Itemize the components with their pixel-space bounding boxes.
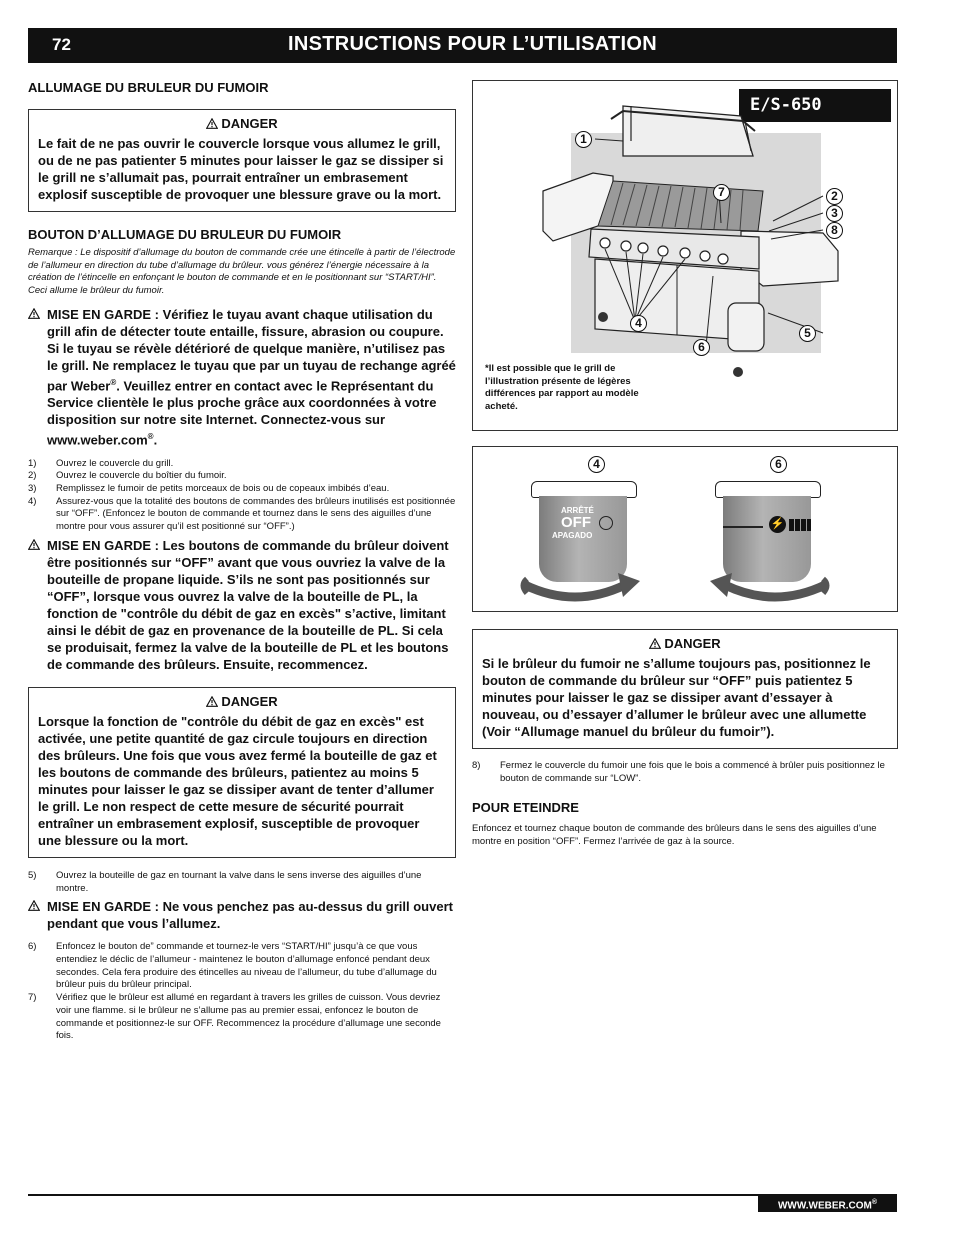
warning-text-part1: MISE EN GARDE : Vérifiez le tuyau avant chaque utilisation du grill afin de détecter toute entaille, fissure, abrasion ou coupure. Si le tuyau se révèle détérioré de quelque manière, n’utilisez pas le grill. Ne remplacez le tuyau que par un tuyau de rechange agréé par Weber (47, 307, 456, 394)
callout-5: 5 (799, 325, 816, 342)
warning-burner-off: MISE EN GARDE : Les boutons de commande du brûleur doivent être positionnés sur “OFF” avant que vous ouvriez la valve de la bouteille de propane liquide. S’ils ne sont pas positionnés sur “OFF”, lorsque vous ouvrez la valve de la bouteille de PL, la fonction de "contrôle du débit de gaz en excès" s’active, limitant ainsi le débit de gaz en provenance de la bouteille de PL. Si cela se produisait, fermez la valve de la bouteille de PL et les boutons de commande des brûleurs. Ensuite, recommencez. (28, 537, 456, 673)
section-heading-smoker-button: BOUTON D’ALLUMAGE DU BRULEUR DU FUMOIR (28, 227, 342, 242)
steps-list-6-7 (28, 941, 456, 1043)
section-heading-lighting: ALLUMAGE DU BRULEUR DU FUMOIR (28, 80, 269, 95)
list-item: 6) Enfoncez le bouton de” commande et tournez-le vers “START/HI” jusqu’à ce que vous entendiez le déclic de l’allumeur - maintenez le bouton d’allumage enfoncé pendant deux secondes. Cela fera produire des étincelles au niveau de l’allumeur, du tube d’allumage du brûleur puis du brûleur principal. (28, 941, 437, 991)
danger-text: Lorsque la fonction de "contrôle du débit de gaz en excès" est activée, une petite quantité de gaz circule toujours en direction des brûleurs. Une fois que vous avez fermé la bouteille de gaz et les boutons de commande des brûleurs, patientez au moins 5 minutes pour laisser le gaz se dissiper avant de tenter d’allumer le grill. Le non respect de cette mesure de sécurité pourrait entraîner un embrasement explosif, susceptible de provoquer une blessure ou la mort. (38, 713, 437, 848)
steps-list-1 (28, 458, 456, 534)
danger-text: Si le brûleur du fumoir ne s’allume toujours pas, positionnez le bouton de commande du brûleur sur “OFF” puis patientez 5 minutes pour laisser le gaz se dissiper avant d’essayer à nouveau, ou d’essayer d’allumer le brûleur avec une allumette (Voir “Allumage manuel du brûleur du fumoir”). (482, 656, 871, 739)
steps-list-8 (472, 760, 898, 785)
ignition-bolt-icon: ⚡ (769, 516, 786, 533)
callout-3: 3 (826, 205, 843, 222)
counterclockwise-arrow-icon (705, 569, 835, 609)
flame-scale-icon (789, 519, 811, 531)
danger-box-1 (28, 109, 456, 212)
knob-line (723, 526, 763, 528)
warning-text-part3: . (153, 432, 158, 448)
list-item: 3) Remplissez le fumoir de petits morceaux de bois ou de copeaux imbibés d’eau. (28, 483, 390, 495)
list-item: 5) Ouvrez la bouteille de gaz en tournant la valve dans le sens inverse des aiguilles d’une montre. (28, 869, 422, 894)
grill-figure (472, 80, 898, 431)
list-item: 4) Assurez-vous que la totalité des boutons de commandes des brûleurs inutilisés est positionnée sur “OFF”. (Enfoncez le bouton de commande et tournez dans le sens des aiguilles d’une montre pour vous assurer qu’il est positionné sur “OFF”.) (28, 495, 456, 533)
shutdown-paragraph: Enfoncez et tournez chaque bouton de commande des brûleurs dans le sens des aiguilles d’une montre en position “OFF”. Fermez l’arrivée de gaz à la source. (472, 823, 877, 848)
callout-6: 6 (770, 456, 787, 473)
warning-triangle-icon (206, 118, 218, 129)
warning-lean: MISE EN GARDE : Ne vous penchez pas au-dessus du grill ouvert pendant que vous l’allumez. (28, 898, 456, 932)
page-header (28, 28, 897, 63)
knob-figure (472, 446, 898, 612)
danger-text: Le fait de ne pas ouvrir le couvercle lorsque vous allumez le grill, ou de ne pas patienter 5 minutes pour laisser le gaz se dissiper si le grill ne s’allumait pas, pourrait entraîner un embrasement explosif susceptible de provoquer une blessure grave ou la mort. (38, 136, 444, 202)
callout-7: 7 (713, 184, 730, 201)
warning-triangle-icon (28, 900, 40, 911)
callout-4: 4 (630, 315, 647, 332)
warning-text-part2: . Veuillez entrer en contact avec le Représentant du Service clientèle le plus proche grâce aux coordonnées à votre disposition sur notre site Internet. Connectez-vous sur www.weber.com (47, 378, 437, 448)
callout-4: 4 (588, 456, 605, 473)
model-badge: E/S-650 (739, 89, 891, 122)
callout-2: 2 (826, 188, 843, 205)
danger-box-3 (472, 629, 898, 749)
list-item: 2) Ouvrez le couvercle du boîtier du fumoir. (28, 470, 227, 482)
ignition-note: Remarque : Le dispositif d’allumage du bouton de commande crée une étincelle à partir de l’électrode de l’allumeur en direction du tube d’allumage du brûleur. vous générez l’énergie nécessaire à la création de l’étincelle en enfonçant le bouton de commande et en le positionnant sur “START/HI”. Ceci allume le brûleur du fumoir. (28, 247, 456, 296)
knob-label-apagado: APAGADO (552, 531, 593, 540)
danger-heading (38, 694, 446, 709)
footer-website: WWW.WEBER.COM® (758, 1194, 897, 1212)
danger-box-2 (28, 687, 456, 858)
warning-triangle-icon (649, 638, 661, 649)
left-column (28, 80, 456, 1043)
danger-heading (482, 636, 888, 651)
warning-triangle-icon (28, 539, 40, 550)
warning-triangle-icon (28, 308, 40, 319)
warning-hose (28, 306, 456, 449)
danger-heading (38, 116, 446, 131)
callout-1: 1 (575, 131, 592, 148)
callout-6: 6 (693, 339, 710, 356)
illustration-note: *Il est possible que le grill de l’illustration présente de légères différences par rapport au modèle acheté. (485, 363, 639, 413)
list-item: 8) Fermez le couvercle du fumoir une fois que le bois a commencé à brûler puis positionnez le bouton de commande sur “LOW”. (472, 760, 885, 784)
registered-mark: ® (110, 378, 117, 387)
steps-list-5 (28, 870, 456, 895)
danger-label: DANGER (221, 693, 278, 709)
registered-mark: ® (147, 432, 154, 442)
list-item: 7) Vérifiez que le brûleur est allumé en regardant à travers les grilles de cuisson. Vous devriez voir une flamme. si le brûleur ne s’allume pas au premier essai, enfoncez le bouton de commande et positionnez-le sur OFF. Recommencez la procédure d’allumage une seconde fois. (28, 992, 441, 1042)
warning-triangle-icon (206, 696, 218, 707)
callout-8: 8 (826, 222, 843, 239)
knob-label-off: OFF (561, 514, 591, 531)
knob-label-arrete: ARRÊTÉ (561, 506, 594, 515)
danger-label: DANGER (221, 116, 278, 131)
page-number: 72 (52, 35, 71, 54)
off-circle-icon (599, 516, 613, 530)
right-column (472, 80, 898, 848)
list-item: 1) Ouvrez le couvercle du grill. (28, 457, 174, 469)
page-title: INSTRUCTIONS POUR L’UTILISATION (288, 33, 657, 55)
clockwise-arrow-icon (515, 569, 645, 609)
danger-label: DANGER (664, 636, 721, 651)
section-heading-shutdown: POUR ETEINDRE (472, 800, 579, 816)
